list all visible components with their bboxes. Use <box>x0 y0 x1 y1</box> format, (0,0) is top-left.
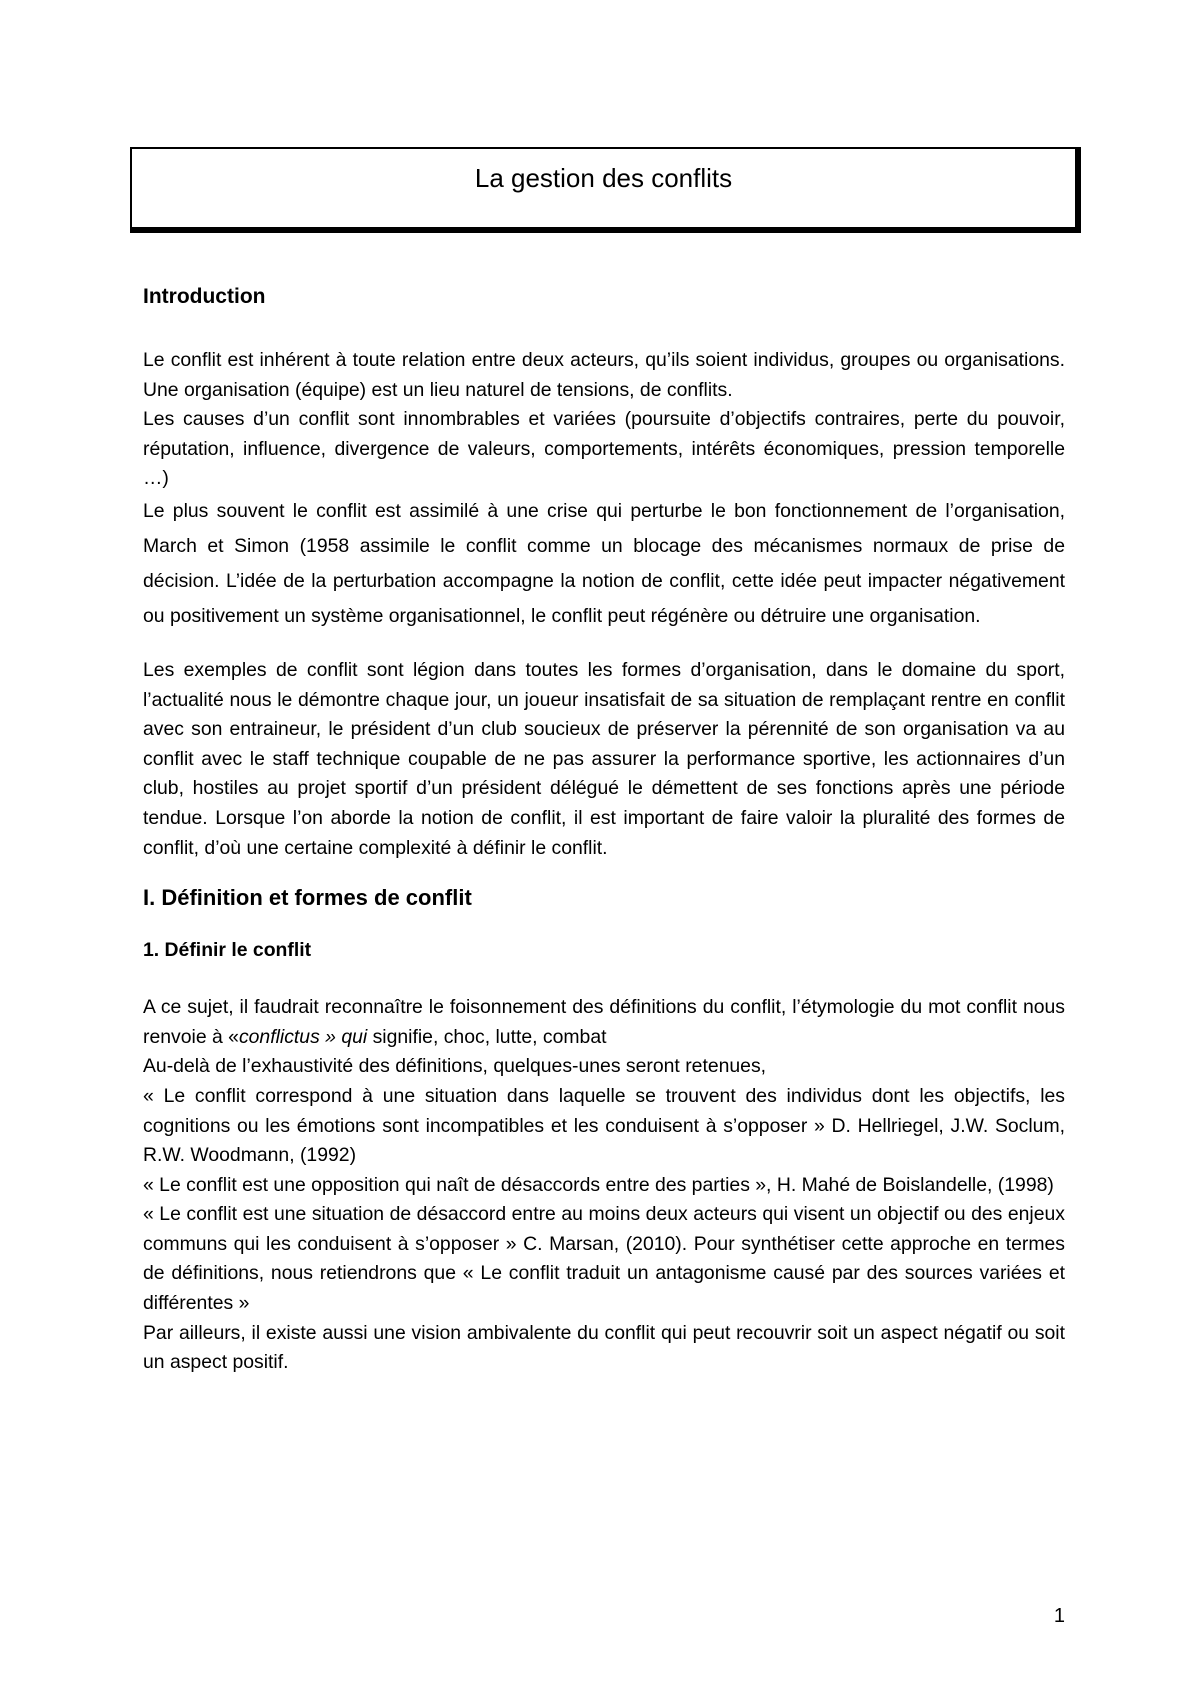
definition-paragraph-final: Par ailleurs, il existe aussi une vision ambivalente du conflit qui peut recouvrir soit un aspect négatif ou soit un aspect positif. <box>143 1321 1065 1374</box>
intro-paragraph-2: Les causes d’un conflit sont innombrables et variées (poursuite d’objectifs contraires, perte du pouvoir, réputation, influence, divergence de valeurs, comportements, intérêts économiques, pression temporelle …) <box>143 408 1065 490</box>
etymology-term: conflictus » qui <box>238 1025 368 1048</box>
page-number: 1 <box>1053 1605 1065 1627</box>
definition-quote-3: « Le conflit est une situation de désaccord entre au moins deux acteurs qui visent un objectif ou des enjeux communs qui les conduisent à s’opposer » C. Marsan, (2010). Pour synthétiser cette approche en termes de définitions, nous retiendrons que « Le conflit traduit un antagonisme causé par des sources variées et différentes » <box>143 1203 1065 1315</box>
definition-paragraph-2: Au-delà de l’exhaustivité des définitions, quelques-unes seront retenues, <box>143 1055 767 1078</box>
definition-quote-2: « Le conflit est une opposition qui naît de désaccords entre des parties », H. Mahé de Boislandelle, (1998) <box>143 1173 1054 1196</box>
subsection-1-heading: 1. Définir le conflit <box>143 939 312 962</box>
paragraph-gap <box>143 634 1065 656</box>
definition-paragraph-1-start: A ce sujet, il faudrait reconnaître le foisonnement des définitions du conflit, l’étymologie du mot conflit nous renvoie à « <box>143 996 1065 1048</box>
definition-paragraph-1-end: signifie, choc, lutte, combat <box>367 1025 607 1048</box>
introduction-heading: Introduction <box>143 285 266 308</box>
intro-paragraph-1: Le conflit est inhérent à toute relation entre deux acteurs, qu’ils soient individus, groupes ou organisations. Une organisation (équipe) est un lieu naturel de tensions, de conflits. <box>143 349 1065 401</box>
intro-paragraph-4: Les exemples de conflit sont légion dans toutes les formes d’organisation, dans le domaine du sport, l’actualité nous le démontre chaque jour, un joueur insatisfait de sa situation de remplaçant rentre en conflit avec son entraineur, le président d’un club soucieux de préserver la pérennité de son organisation va au conflit avec le staff technique coupable de ne pas assurer la performance sportive, les actionnaires d’un club, hostiles au projet sportif d’un président délégué le démettent de ses fonctions après une période tendue. Lorsque l’on aborde la notion de conflit, il est important de faire valoir la pluralité des formes de conflit, d’où une certaine complexité à définir le conflit. <box>143 658 1065 859</box>
document-title: La gestion des conflits <box>474 163 733 193</box>
document-body <box>143 280 1065 1378</box>
definition-paragraph-1 <box>143 993 1065 1052</box>
intro-paragraph-3: Le plus souvent le conflit est assimilé à une crise qui perturbe le bon fonctionnement de l’organisation, March et Simon (1958 assimile le conflit comme un blocage des mécanismes normaux de prise de décision. L’idée de la perturbation accompagne la notion de conflit, cette idée peut impacter négativement ou positivement un système organisationnel, le conflit peut régénère ou détruire une organisation. <box>143 499 1065 627</box>
title-box <box>130 147 1081 233</box>
definition-quote-1: « Le conflit correspond à une situation dans laquelle se trouvent des individus dont les objectifs, les cognitions ou les émotions sont incompatibles et les conduisent à s’opposer » D. Hellriegel, J.W. Soclum, R.W. Woodmann, (1992) <box>143 1084 1065 1167</box>
section-1-heading: I. Définition et formes de conflit <box>143 885 472 911</box>
